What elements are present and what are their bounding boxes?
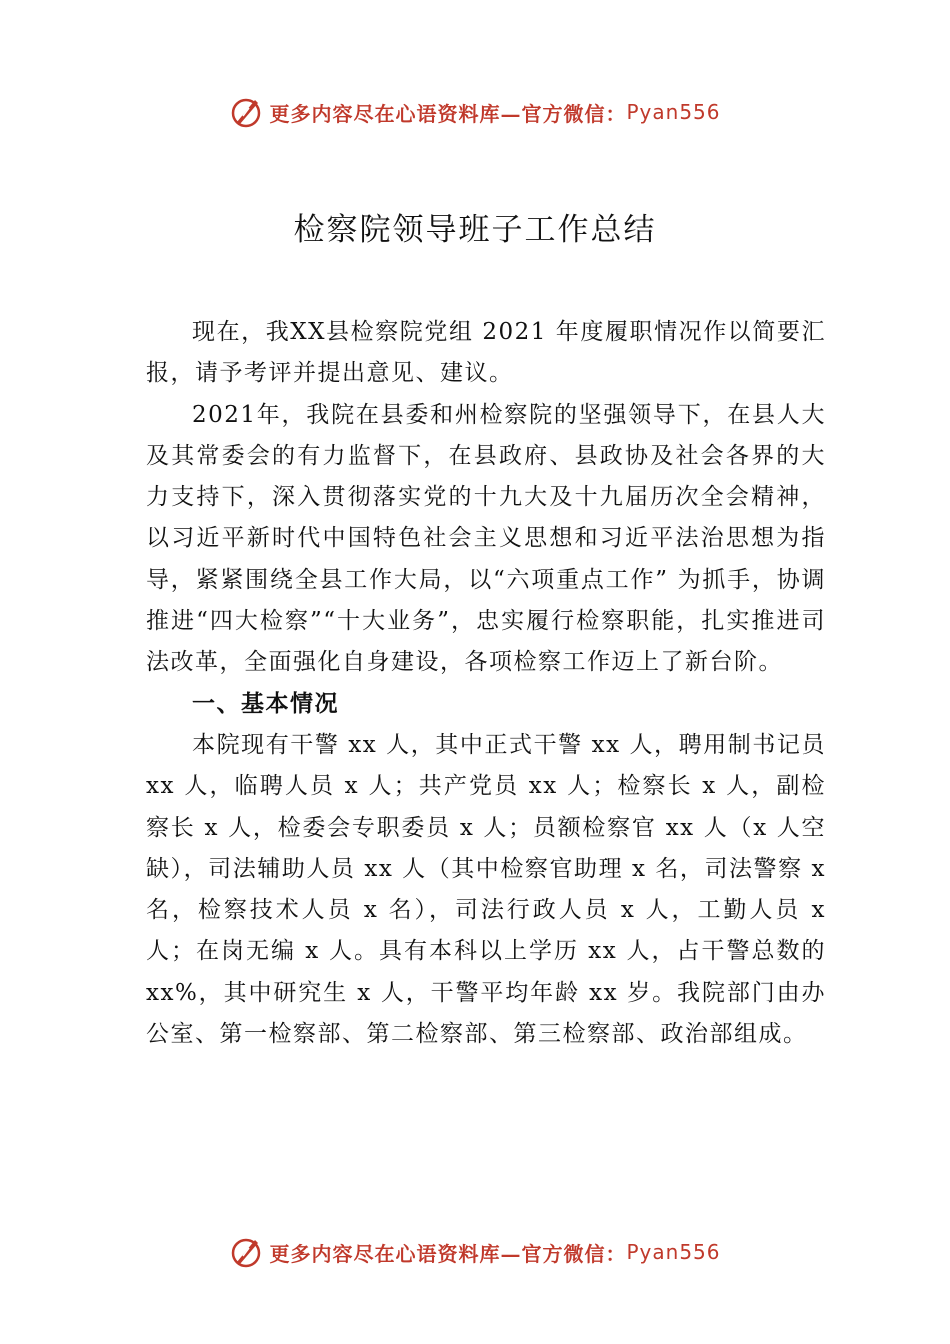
paragraph-basic-info: 本院现有干警 xx 人，其中正式干警 xx 人，聘用制书记员 xx 人，临聘人员 x 人；共产党员 xx 人；检察长 x 人，副检察长 x 人，检委会专职委员 x 人；员额检察官 xx 人（x 人空缺），司法辅助人员 xx 人（其中检察官助理 x 名，司法警察 x 名，检察技术人员 x 名），司法行政人员 x 人，工勤人员 x 人；在岗无编 x 人。具有本科以上学历 xx 人，占干警总数的 xx%，其中研究生 x 人，干警平均年龄 xx 岁。我院部门由办公室、第一检察部、第二检察部、第三检察部、政治部组成。: [146, 731, 826, 1048]
section-heading: 一、基本情况: [192, 690, 339, 717]
quill-pen-circle-icon: [229, 94, 265, 130]
banner-text: 更多内容尽在心语资料库—官方微信：: [269, 101, 627, 126]
paragraph-overview: 2021年，我院在县委和州检察院的坚强领导下，在县人大及其常委会的有力监督下，在县政府、县政协及社会各界的大力支持下，深入贯彻落实党的十九大及十九届历次全会精神，以习近平新时代中国特色社会主义思想和习近平法治思想为指导，紧紧围绕全县工作大局，以“六项重点工作” 为抓手，协调推进“四大检察”“十大业务”，忠实履行检察职能，扎实推进司法改革，全面强化自身建设，各项检察工作迈上了新台阶。: [146, 401, 826, 676]
header-banner: [0, 92, 950, 132]
quill-pen-circle-icon: [229, 1234, 265, 1270]
wechat-id: Pyan556: [626, 1240, 721, 1264]
wechat-id: Pyan556: [626, 100, 721, 124]
document-body: [146, 312, 826, 1055]
footer-banner: [0, 1232, 950, 1272]
paragraph-intro: 现在，我XX县检察院党组 2021 年度履职情况作以简要汇报，请予考评并提出意见、建议。: [146, 319, 826, 387]
banner-text: 更多内容尽在心语资料库—官方微信：: [269, 1241, 627, 1266]
document-title: 检察院领导班子工作总结: [293, 212, 657, 248]
